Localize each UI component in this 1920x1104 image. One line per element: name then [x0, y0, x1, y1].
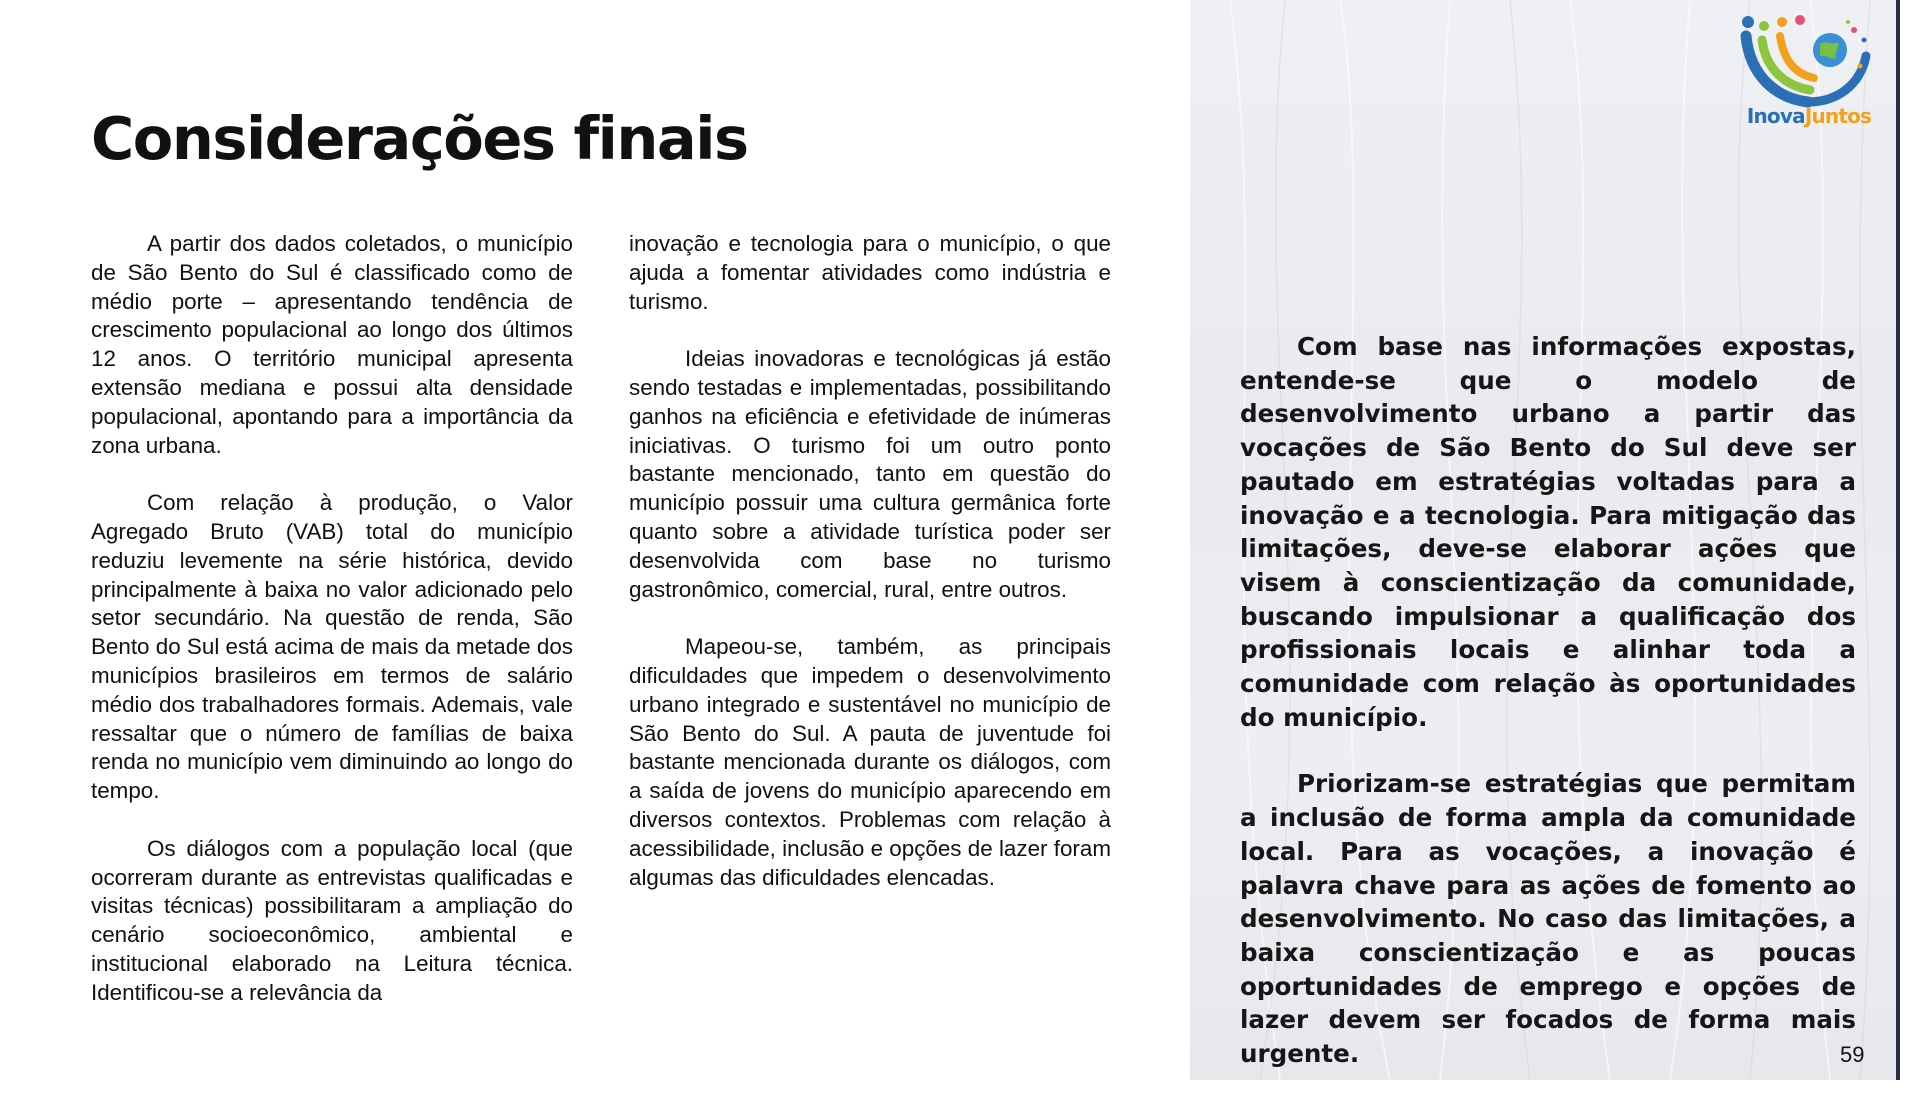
left-paragraph-2: Com relação à produção, o Valor Agregado Bruto (VAB) total do município reduziu levemente na série histórica, devido principalmente à baixa no valor adicionado pelo setor secundário. Na questão de renda, São Bento do Sul está acima de mais da metade dos municípios brasileiros em termos de salário médio dos trabalhadores formais. Ademais, vale ressaltar que o número de famílias de baixa renda no município vem diminuindo ao longo do tempo. — [91, 490, 573, 804]
left-text-column — [91, 230, 573, 1036]
side-panel-text — [1240, 330, 1856, 1104]
left-paragraph-1: A partir dos dados coletados, o município de São Bento do Sul é classificado como de médio porte – apresentando tendência de crescimento populacional ao longo dos últimos 12 anos. O território municipal apresenta extensão mediana e possui alta densidade populacional, apontando para a importância da zona urbana. — [91, 231, 573, 458]
page-number: 59 — [1840, 1042, 1865, 1067]
middle-paragraph-2: Mapeou-se, também, as principais dificuldades que impedem o desenvolvimento urbano integrado e sustentável no município de São Bento do Sul. A pauta de juventude foi bastante mencionada durante os diálogos, com a saída de jovens do município aparecendo em diversos contextos. Problemas com relação à acessibilidade, inclusão e opções de lazer foram algumas das dificuldades elencadas. — [629, 634, 1111, 890]
panel-paragraph-2: Priorizam-se estratégias que permitam a inclusão de forma ampla da comunidade local. Para as vocações, a inovação é palavra chave para as ações de fomento ao desenvolvimento. No caso das limitações, a baixa conscientização e as poucas oportunidades de emprego e opções de lazer devem ser focados de forma mais urgente. — [1240, 769, 1856, 1069]
left-paragraph-3: Os diálogos com a população local (que ocorreram durante as entrevistas qualificadas e visitas técnicas) possibilitaram a ampliação do cenário socioeconômico, ambiental e institucional elaborado na Leitura técnica. Identificou-se a relevância da — [91, 835, 573, 1005]
logo-wordmark — [1736, 104, 1882, 128]
panel-paragraph-1: Com base nas informações expostas, entende-se que o modelo de desenvolvimento urbano a partir das vocações de São Bento do Sul deve ser pautado em estratégias voltadas para a inovação e a tecnologia. Para mitigação das limitações, deve-se elaborar ações que visem à conscientização da comunidade, buscando impulsionar a qualificação dos profissionais locais e alinhar toda a comunidade com relação às oportunidades do município. — [1240, 332, 1856, 732]
page-title: Considerações finais — [91, 104, 748, 173]
logo-word-juntos: Juntos — [1804, 104, 1872, 128]
logo-word-inova: Inova — [1746, 104, 1805, 128]
middle-continuation: inovação e tecnologia para o município, o que ajuda a fomentar atividades como indústria e turismo. — [629, 231, 1111, 314]
middle-text-column — [629, 230, 1111, 921]
middle-paragraph-1: Ideias inovadoras e tecnológicas já estão sendo testadas e implementadas, possibilitando ganhos na eficiência e efetividade de inúmeras iniciativas. O turismo foi um outro ponto bastante mencionado, tanto em questão do município possuir uma cultura germânica forte quanto sobre a atividade turística poder ser desenvolvida com base no turismo gastronômico, comercial, rural, entre outros. — [629, 346, 1111, 602]
right-edge-bar — [1896, 0, 1900, 1080]
